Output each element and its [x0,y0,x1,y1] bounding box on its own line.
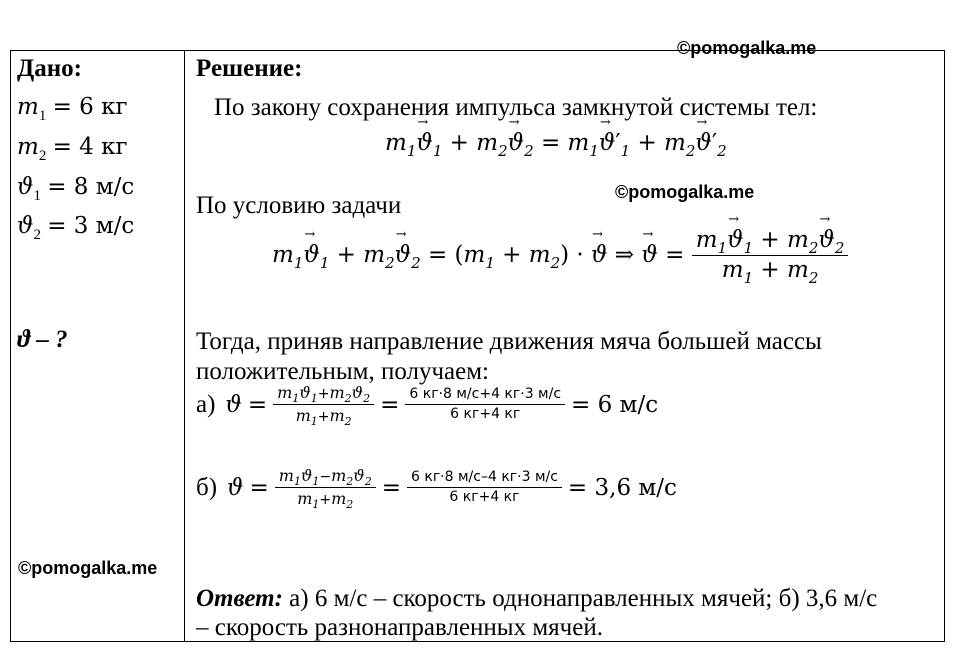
given-unknown: ϑ – ? [17,326,68,353]
case-a-label: а) [196,390,216,418]
column-divider [184,50,185,642]
case-b-result: = 3,6 м/с [567,474,677,501]
law-text: По закону сохранения импульса замкнутой системы тел: [214,94,818,121]
given-m1: $m_1 = 6$ кг [17,94,128,124]
solution-heading: Решение: [196,55,303,82]
case-a-numerator: 6 кг·8 м/с+4 кг·3 м/с [405,387,565,405]
case-a-result: = 6 м/с [571,391,659,418]
case-b-numeric-fraction [407,470,562,506]
given-m2: $m_2 = 4$ кг [17,134,128,164]
then-text-line-1: Тогда, приняв направление движения мяча большей массы [196,328,822,355]
case-a-denominator: 6 кг+4 кг [450,406,521,423]
given-m2-value: = 4 кг [52,134,128,160]
answer-heading: Ответ: [196,585,283,612]
watermark-top: ©pomogalka.me [677,38,817,58]
case-a-numeric-fraction [405,387,565,423]
given-v2: $ϑ_2 = 3$ м/с [17,213,135,243]
case-a-symbolic-fraction: $\frac{m_1ϑ_1+m_2ϑ_2}{m_1+m_2}$ [273,384,374,426]
answer-text-1: а) 6 м/с – скорость однонаправленных мячей; б) 3,6 м/с [289,585,878,612]
given-v1-value: = 8 м/с [47,174,135,200]
case-b-denominator: 6 кг+4 кг [449,489,520,506]
answer-line-2: – скорость разнонаправленных мячей. [196,614,603,641]
case-b-symbolic-fraction: $\frac{m_1ϑ_1-m_2ϑ_2}{m_1+m_2}$ [275,467,376,509]
watermark-middle: ©pomogalka.me [615,182,755,202]
given-v2-value: = 3 м/с [47,213,135,239]
given-m1-value: = 6 кг [52,94,128,120]
case-b-equation: б) ϑ = $\frac{m_1ϑ_1-m_2ϑ_2}{m_1+m_2}$ = $\frac{6 кг\cdot 8 м/с-4 кг\cdot 3 м/с}{6 кг+4 кг}$ = 3,6 м/с [196,466,677,512]
case-a-equation: а) ϑ = $\frac{m_1ϑ_1+m_2ϑ_2}{m_1+m_2}$ = $\frac{6 кг\cdot 8 м/с+4 кг\cdot 3 м/с}{6 кг+4 кг}$ = 6 м/с [196,383,659,429]
common-velocity-equation: $m_1ϑ \to_1 + m_2ϑ \to_2 = (m_1 + m_2) \cdot ϑ$ → ⇒ ϑ → = $\frac{m_1ϑ \to_1 + m_2ϑ \to_2}{m_1 + m_2}$ [272,228,848,284]
watermark-bottom: ©pomogalka.me [18,558,158,578]
given-v1: $ϑ_1 = 8$ м/с [17,174,135,204]
case-b-label: б) [196,473,218,501]
given-heading: Дано: [17,55,82,82]
then-text-line-2: положительным, получаем: [196,358,490,385]
common-velocity-fraction: $\frac{m_1ϑ \to_1 + m_2ϑ \to_2}{m_1 + m_2}$ [692,228,849,284]
momentum-conservation-equation: $m_1ϑ \to_1 + m_2ϑ \to_2 = m_1ϑ \to'_1 + m_2ϑ \to'_2$ [385,130,727,156]
answer-line-1 [196,585,877,613]
condition-text: По условию задачи [196,192,402,219]
case-b-numerator: 6 кг·8 м/с–4 кг·3 м/с [407,470,562,488]
